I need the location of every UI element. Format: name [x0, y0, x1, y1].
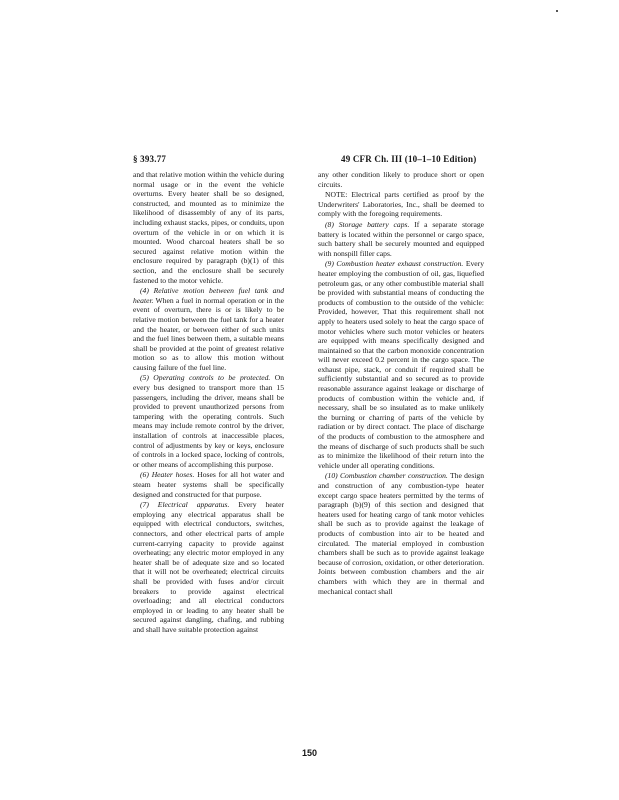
- paragraph: [133, 170, 284, 285]
- paragraph: [133, 373, 284, 469]
- paragraph-text: On every bus designed to transport more than 15 passengers, including the driver, means shall be provided to prevent unauthorized persons from tampering with the operating controls. Such means may include remote control by the driver, installation of controls at inaccessible places, control of adjustments by key or keys, enclosure of controls in a locked space, locking of controls, or other means of accomplishing this purpose.: [133, 373, 284, 469]
- paragraph-text: NOTE: Electrical parts certified as proof by the Underwriters' Laboratories, Inc., shall be deemed to comply with the foregoing requirements.: [318, 190, 484, 219]
- paragraph-text: and that relative motion within the vehicle during normal usage or in the event the vehicle overturns. Every heater shall be so designed, constructed, and mounted as to minimize the likelihood of disassembly of any of its parts, including exhaust stacks, pipes, or conduits, upon overturn of the vehicle in or on which it is mounted. Wood charcoal heaters shall be so secured against relative motion within the enclosure required by paragraph (b)(1) of this section, and the enclosure shall be securely fastened to the motor vehicle.: [133, 170, 284, 285]
- paragraph: [318, 220, 484, 258]
- paragraph-heading: (4) Relative motion between fuel tank and heater.: [133, 286, 284, 305]
- cfr-title: 49 CFR Ch. III (10–1–10 Edition): [341, 154, 477, 164]
- paragraph-heading: (8) Storage battery caps.: [325, 219, 410, 229]
- paragraph-text: any other condition likely to produce short or open circuits.: [318, 170, 484, 189]
- paragraph-text: When a fuel in normal operation or in the event of overturn, there is or is likely to be relative motion between the fuel tank for a heater and the heater, or between either of such units and the fuel lines between them, a suitable means shall be provided at the point of greatest relative motion so as to allow this motion without causing failure of the fuel line.: [133, 295, 284, 372]
- paragraph: [318, 259, 484, 470]
- paragraph-text: Every heater employing any electrical apparatus shall be equipped with electrical conductors, switches, connectors, and other electrical parts of ample current-carrying capacity to provide against overheating; any electric motor employed in any heater shall be of adequate size and so located that it will not be overheated; electrical circuits shall be provided with fuses and/or circuit breakers to provide against electrical overloading; and all electrical conductors employed in or leading to any heater shall be secured against dangling, chafing, and rubbing and shall have suitable protection against: [133, 500, 284, 634]
- paragraph: [318, 170, 484, 189]
- paragraph-heading: (7) Electrical apparatus.: [140, 500, 230, 510]
- paragraph: [133, 500, 284, 634]
- note-paragraph: [318, 190, 484, 219]
- right-column: [318, 170, 484, 597]
- paragraph: [133, 286, 284, 372]
- paragraph-text: The design and construction of any combustion-type heater except cargo space heaters permitted by the terms of paragraph (b)(9) of this section and designed that heaters used for heating cargo of tank motor vehicles shall be such as to provide against the leakage of products of combustion into air to be heated and circulated. The material employed in combustion chambers shall be such as to provide against leakage because of corrosion, oxidation, or other deterioration. Joints between combustion chambers and the air chambers with which they are in thermal and mechanical contact shall: [318, 471, 484, 596]
- page-number: 150: [302, 748, 318, 758]
- paragraph-heading: (10) Combustion chamber construction.: [325, 471, 448, 481]
- paragraph-text: Every heater employing the combustion of oil, gas, liquefied petroleum gas, or any other combustible material shall be provided with substantial means of conducting the products of combustion to the outside of the vehicle: Provided, however, That this requirement shall not apply to heaters used solely to heat the cargo space of motor vehicles where such motor vehicles or heaters are equipped with means specifically designed and maintained so that the carbon monoxide concentration will never exceed 0.2 percent in the cargo space. The exhaust pipe, stack, or conduit if required shall be sufficiently substantial and so secured as to provide reasonable assurance against leakage or discharge of products of combustion within the vehicle and, if necessary, shall be so insulated as to make unlikely the burning or charring of parts of the vehicle by radiation or by direct contact. The place of discharge of the products of combustion to the atmosphere and the means of discharge of such products shall be such as to minimize the likelihood of their return into the vehicle under all operating conditions.: [318, 259, 484, 470]
- paragraph-heading: (6) Heater hoses.: [140, 470, 195, 480]
- paragraph-text: Hoses for all hot water and steam heater systems shall be specifically designed and constructed for that purpose.: [133, 470, 284, 499]
- paragraph-heading: (9) Combustion heater exhaust construction.: [325, 259, 464, 269]
- paragraph-heading: (5) Operating controls to be protected.: [140, 373, 271, 383]
- left-column: [133, 170, 284, 636]
- paragraph: [318, 471, 484, 596]
- scan-speck: [556, 10, 558, 12]
- paragraph-text: If a separate storage battery is located within the personnel or cargo space, such battery shall be securely mounted and equipped with nonspill filler caps.: [318, 219, 484, 258]
- paragraph: [133, 470, 284, 499]
- section-number: § 393.77: [133, 154, 167, 164]
